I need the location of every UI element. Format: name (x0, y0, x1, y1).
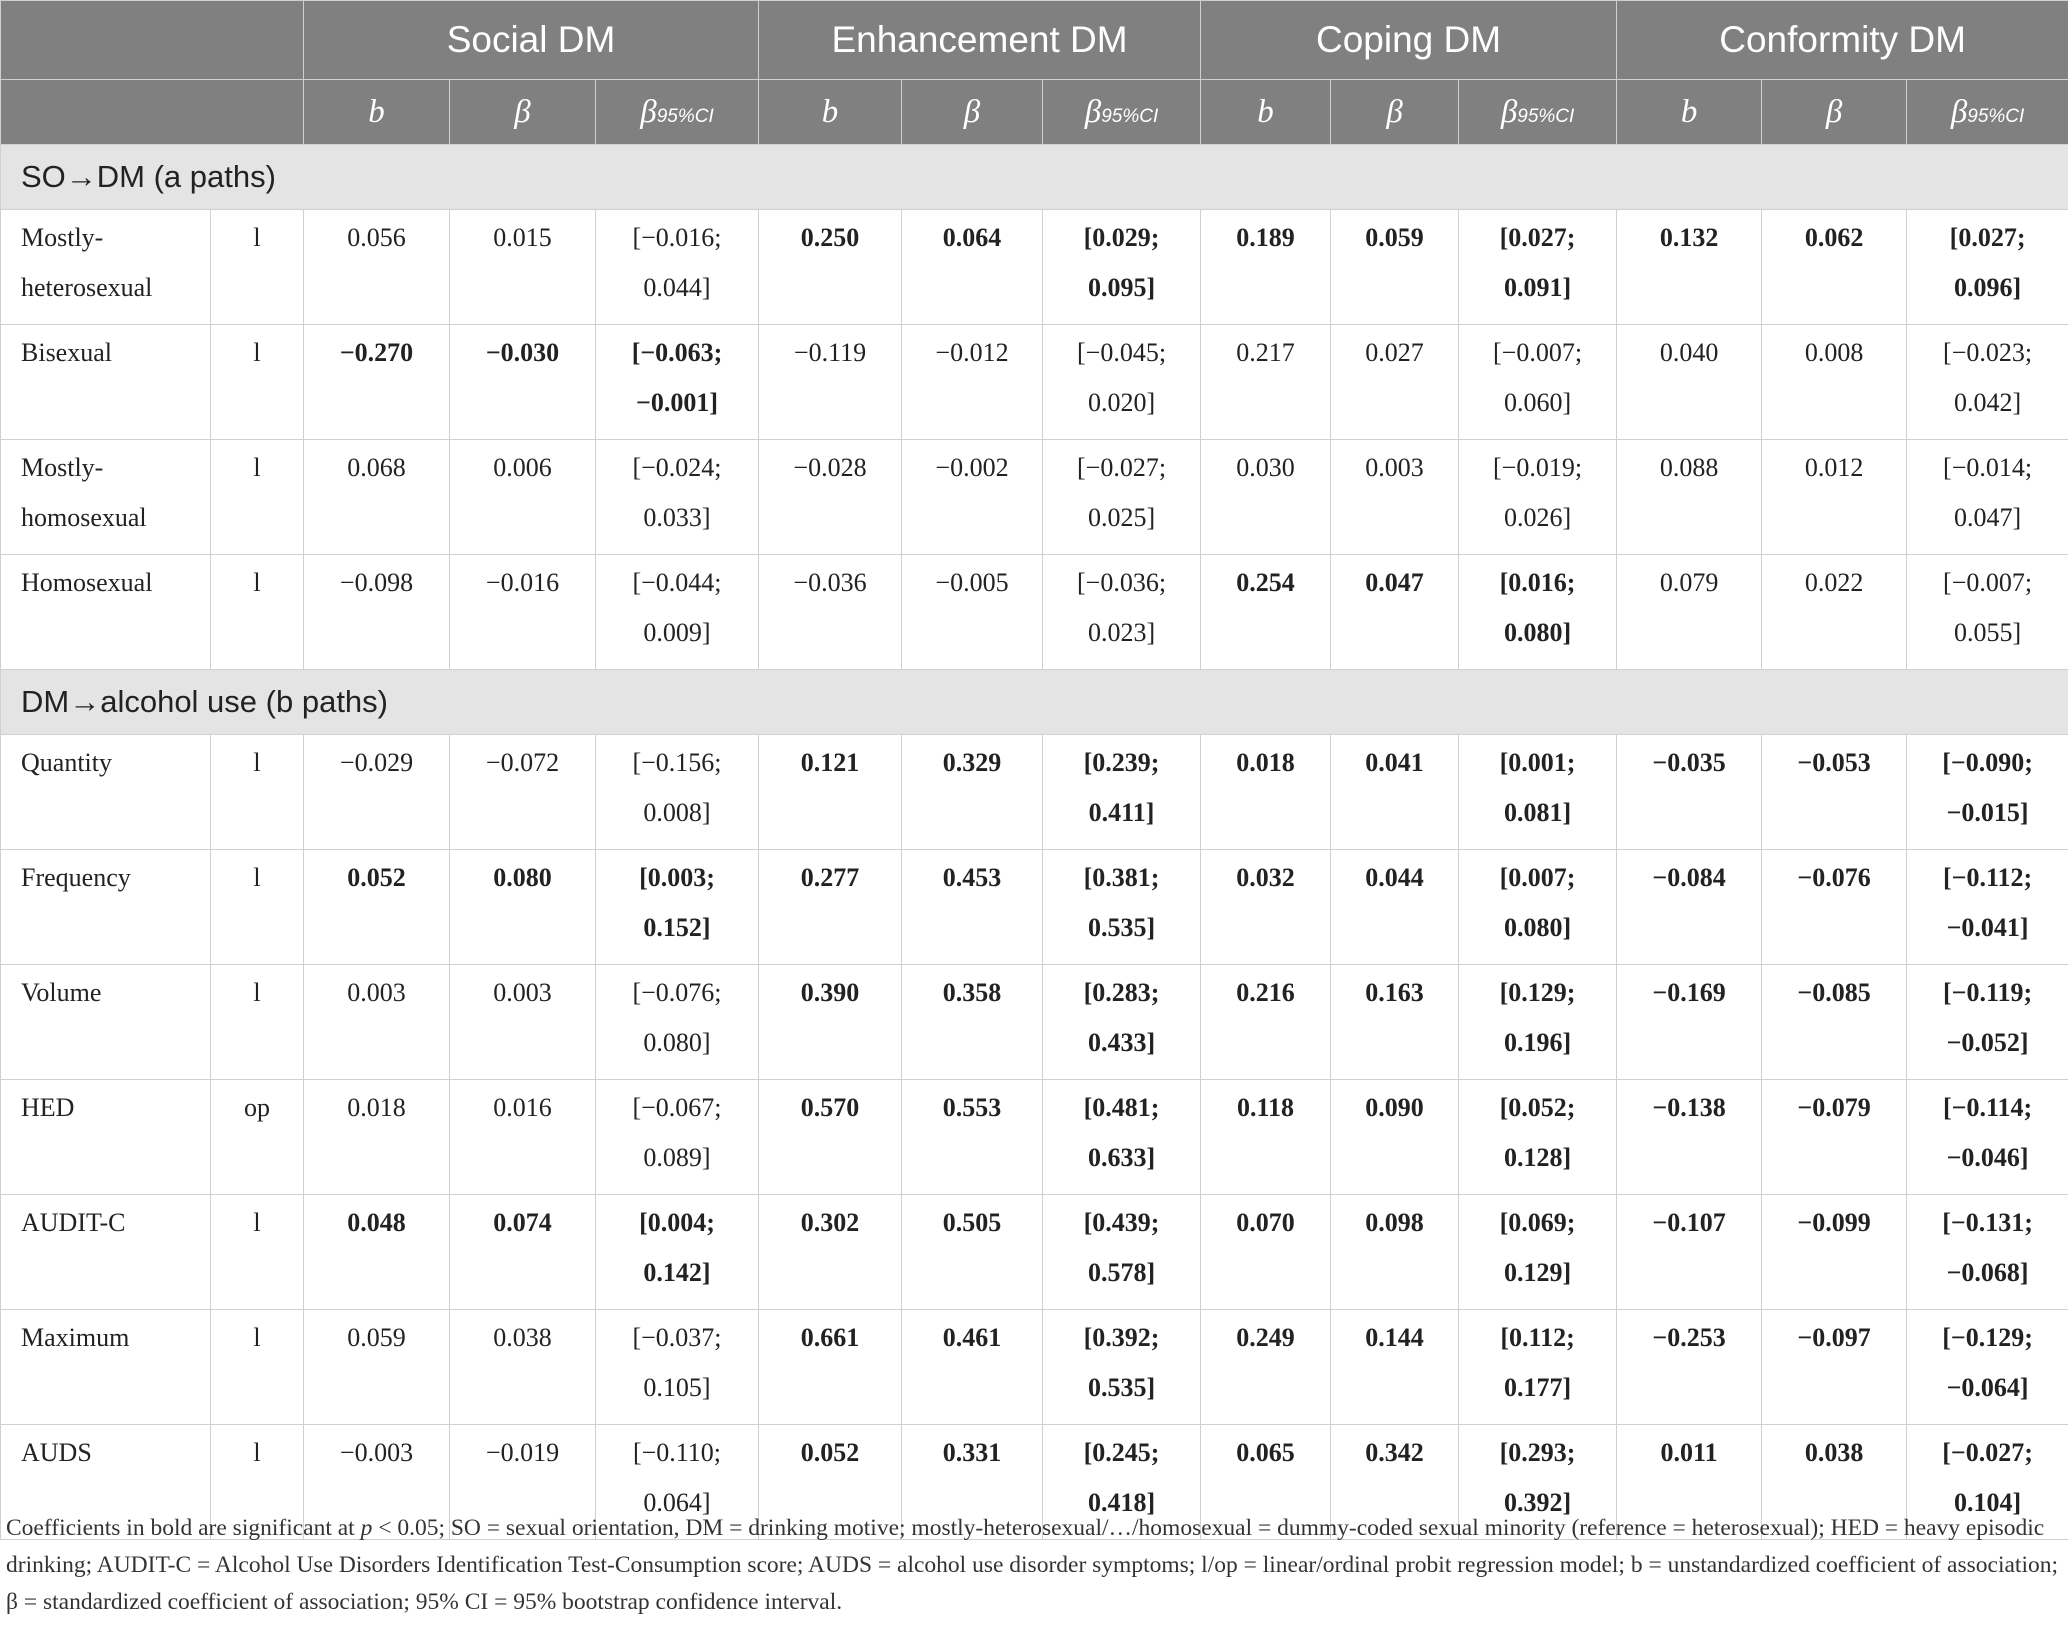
cell-beta: 0.044 (1331, 850, 1459, 965)
subheader-beta-ci-conformity (1907, 80, 2068, 145)
header-corner (1, 1, 304, 80)
cell-beta: 0.062 (1762, 210, 1907, 325)
cell-ci: [0.007; 0.080] (1459, 850, 1617, 965)
cell-b: −0.169 (1617, 965, 1762, 1080)
row-model-type: l (211, 735, 304, 850)
subheader-beta-ci-subscript: 95%CI (656, 105, 714, 127)
cell-beta: 0.003 (450, 965, 596, 1080)
row-model-type: l (211, 440, 304, 555)
cell-b: 0.048 (304, 1195, 450, 1310)
cell-beta: −0.002 (902, 440, 1043, 555)
cell-beta: 0.553 (902, 1080, 1043, 1195)
cell-beta: 0.027 (1331, 325, 1459, 440)
cell-ci: [−0.131; −0.068] (1907, 1195, 2068, 1310)
cell-b: 0.390 (759, 965, 902, 1080)
table-row (1, 440, 2068, 555)
cell-b: 0.052 (304, 850, 450, 965)
cell-ci: [−0.045; 0.020] (1043, 325, 1201, 440)
cell-beta: 0.016 (450, 1080, 596, 1195)
row-model-type: l (211, 1425, 304, 1540)
section-row (1, 670, 2068, 735)
cell-beta: 0.006 (450, 440, 596, 555)
cell-b: −0.253 (1617, 1310, 1762, 1425)
cell-beta: 0.064 (902, 210, 1043, 325)
cell-beta: 0.059 (1331, 210, 1459, 325)
cell-b: 0.011 (1617, 1425, 1762, 1540)
cell-b: 0.003 (304, 965, 450, 1080)
header-coping-dm: Coping DM (1201, 1, 1617, 80)
cell-beta: −0.072 (450, 735, 596, 850)
cell-ci: [0.481; 0.633] (1043, 1080, 1201, 1195)
subheader-b-coping: b (1201, 80, 1331, 145)
row-model-type: l (211, 850, 304, 965)
cell-beta: 0.144 (1331, 1310, 1459, 1425)
cell-b: −0.035 (1617, 735, 1762, 850)
section-title: DM→alcohol use (b paths) (1, 670, 2068, 735)
row-label: Volume (1, 965, 211, 1080)
cell-b: 0.040 (1617, 325, 1762, 440)
cell-ci: [0.239; 0.411] (1043, 735, 1201, 850)
header-social-dm: Social DM (304, 1, 759, 80)
cell-beta: −0.076 (1762, 850, 1907, 965)
cell-beta: 0.090 (1331, 1080, 1459, 1195)
cell-ci: [0.001; 0.081] (1459, 735, 1617, 850)
cell-b: 0.250 (759, 210, 902, 325)
row-model-type: l (211, 1310, 304, 1425)
table-row (1, 850, 2068, 965)
cell-ci: [0.112; 0.177] (1459, 1310, 1617, 1425)
cell-ci: [0.293; 0.392] (1459, 1425, 1617, 1540)
header-sub-row (1, 80, 2068, 145)
row-label: AUDS (1, 1425, 211, 1540)
cell-ci: [0.003; 0.152] (596, 850, 759, 965)
cell-beta: 0.080 (450, 850, 596, 965)
cell-b: 0.088 (1617, 440, 1762, 555)
cell-b: 0.068 (304, 440, 450, 555)
footnote-part-1: Coefficients in bold are significant at (6, 1515, 361, 1541)
cell-beta: 0.329 (902, 735, 1043, 850)
subheader-beta-ci-symbol: β (1950, 93, 1968, 130)
cell-beta: 0.038 (1762, 1425, 1907, 1540)
cell-ci: [−0.024; 0.033] (596, 440, 759, 555)
cell-ci: [0.029; 0.095] (1043, 210, 1201, 325)
subheader-beta-ci-coping (1459, 80, 1617, 145)
cell-beta: 0.098 (1331, 1195, 1459, 1310)
cell-beta: 0.047 (1331, 555, 1459, 670)
table-footnote (0, 1510, 2068, 1621)
cell-b: 0.216 (1201, 965, 1331, 1080)
cell-ci: [−0.090; −0.015] (1907, 735, 2068, 850)
cell-ci: [0.129; 0.196] (1459, 965, 1617, 1080)
cell-ci: [−0.037; 0.105] (596, 1310, 759, 1425)
cell-b: 0.056 (304, 210, 450, 325)
cell-ci: [0.004; 0.142] (596, 1195, 759, 1310)
cell-beta: 0.331 (902, 1425, 1043, 1540)
cell-beta: −0.016 (450, 555, 596, 670)
cell-ci: [−0.036; 0.023] (1043, 555, 1201, 670)
cell-beta: −0.097 (1762, 1310, 1907, 1425)
cell-ci: [0.245; 0.418] (1043, 1425, 1201, 1540)
subheader-b-enhancement: b (759, 80, 902, 145)
subheader-beta-ci-subscript: 95%CI (1101, 105, 1159, 127)
cell-beta: −0.099 (1762, 1195, 1907, 1310)
table-row (1, 1195, 2068, 1310)
cell-beta: 0.038 (450, 1310, 596, 1425)
subheader-beta-ci-enhancement (1043, 80, 1201, 145)
cell-b: 0.018 (1201, 735, 1331, 850)
subheader-beta-ci-symbol: β (1500, 93, 1518, 130)
cell-ci: [−0.019; 0.026] (1459, 440, 1617, 555)
table-row (1, 1310, 2068, 1425)
cell-beta: 0.015 (450, 210, 596, 325)
cell-b: −0.107 (1617, 1195, 1762, 1310)
cell-beta: −0.085 (1762, 965, 1907, 1080)
cell-ci: [0.052; 0.128] (1459, 1080, 1617, 1195)
cell-b: 0.570 (759, 1080, 902, 1195)
row-model-type: op (211, 1080, 304, 1195)
cell-b: 0.070 (1201, 1195, 1331, 1310)
cell-b: −0.036 (759, 555, 902, 670)
cell-b: 0.030 (1201, 440, 1331, 555)
table-row (1, 1080, 2068, 1195)
subheader-beta-enhancement: β (902, 80, 1043, 145)
cell-ci: [0.027; 0.091] (1459, 210, 1617, 325)
cell-beta: −0.005 (902, 555, 1043, 670)
cell-beta: 0.505 (902, 1195, 1043, 1310)
subheader-b-social: b (304, 80, 450, 145)
cell-ci: [−0.112; −0.041] (1907, 850, 2068, 965)
cell-b: 0.032 (1201, 850, 1331, 965)
cell-b: 0.661 (759, 1310, 902, 1425)
cell-beta: 0.074 (450, 1195, 596, 1310)
footnote-p-italic: p (360, 1515, 373, 1541)
cell-beta: −0.030 (450, 325, 596, 440)
cell-beta: 0.358 (902, 965, 1043, 1080)
cell-b: −0.138 (1617, 1080, 1762, 1195)
cell-b: 0.302 (759, 1195, 902, 1310)
cell-beta: 0.012 (1762, 440, 1907, 555)
cell-ci: [−0.016; 0.044] (596, 210, 759, 325)
cell-b: 0.079 (1617, 555, 1762, 670)
cell-ci: [0.016; 0.080] (1459, 555, 1617, 670)
cell-ci: [−0.007; 0.055] (1907, 555, 2068, 670)
row-model-type: l (211, 555, 304, 670)
cell-ci: [−0.156; 0.008] (596, 735, 759, 850)
table-header (1, 1, 2068, 145)
cell-ci: [−0.007; 0.060] (1459, 325, 1617, 440)
cell-beta: 0.008 (1762, 325, 1907, 440)
cell-b: −0.029 (304, 735, 450, 850)
subheader-beta-ci-subscript: 95%CI (1517, 105, 1575, 127)
table-row (1, 325, 2068, 440)
cell-ci: [−0.076; 0.080] (596, 965, 759, 1080)
header-conformity-dm: Conformity DM (1617, 1, 2068, 80)
cell-b: −0.003 (304, 1425, 450, 1540)
row-label: AUDIT-C (1, 1195, 211, 1310)
subheader-beta-ci-symbol: β (640, 93, 657, 130)
row-model-type: l (211, 1195, 304, 1310)
cell-ci: [−0.067; 0.089] (596, 1080, 759, 1195)
cell-beta: 0.163 (1331, 965, 1459, 1080)
cell-ci: [−0.023; 0.042] (1907, 325, 2068, 440)
cell-ci: [0.027; 0.096] (1907, 210, 2068, 325)
cell-b: 0.052 (759, 1425, 902, 1540)
row-label: Maximum (1, 1310, 211, 1425)
cell-b: 0.189 (1201, 210, 1331, 325)
header-group-row (1, 1, 2068, 80)
table-row (1, 210, 2068, 325)
cell-b: 0.254 (1201, 555, 1331, 670)
cell-b: −0.084 (1617, 850, 1762, 965)
cell-ci: [0.069; 0.129] (1459, 1195, 1617, 1310)
section-title: SO→DM (a paths) (1, 145, 2068, 210)
cell-b: 0.065 (1201, 1425, 1331, 1540)
subheader-beta-ci-subscript: 95%CI (1967, 105, 2025, 127)
cell-b: 0.121 (759, 735, 902, 850)
cell-beta: −0.079 (1762, 1080, 1907, 1195)
row-label: Mostly- homosexual (1, 440, 211, 555)
row-model-type: l (211, 965, 304, 1080)
table-row (1, 735, 2068, 850)
row-model-type: l (211, 210, 304, 325)
cell-b: −0.119 (759, 325, 902, 440)
row-label: Mostly- heterosexual (1, 210, 211, 325)
cell-ci: [0.439; 0.578] (1043, 1195, 1201, 1310)
cell-beta: −0.019 (450, 1425, 596, 1540)
subheader-beta-ci-symbol: β (1084, 93, 1102, 130)
row-label: Quantity (1, 735, 211, 850)
row-label: Bisexual (1, 325, 211, 440)
cell-ci: [−0.110; 0.064] (596, 1425, 759, 1540)
table-row (1, 965, 2068, 1080)
cell-b: 0.132 (1617, 210, 1762, 325)
cell-beta: 0.041 (1331, 735, 1459, 850)
cell-beta: 0.022 (1762, 555, 1907, 670)
section-row (1, 145, 2068, 210)
cell-beta: −0.012 (902, 325, 1043, 440)
table-body (1, 145, 2068, 1540)
cell-ci: [−0.044; 0.009] (596, 555, 759, 670)
cell-b: 0.277 (759, 850, 902, 965)
cell-ci: [0.283; 0.433] (1043, 965, 1201, 1080)
subheader-beta-social: β (450, 80, 596, 145)
cell-b: 0.249 (1201, 1310, 1331, 1425)
cell-ci: [−0.129; −0.064] (1907, 1310, 2068, 1425)
subheader-b-conformity: b (1617, 80, 1762, 145)
cell-beta: 0.461 (902, 1310, 1043, 1425)
table-row (1, 555, 2068, 670)
row-label: Frequency (1, 850, 211, 965)
cell-b: −0.270 (304, 325, 450, 440)
row-label: Homosexual (1, 555, 211, 670)
cell-b: 0.118 (1201, 1080, 1331, 1195)
header-enhancement-dm: Enhancement DM (759, 1, 1201, 80)
footnote-part-2: < 0.05; SO = sexual orientation, DM = drinking motive; mostly-heterosexual/…/homosexual = dummy-coded sexual minority (reference = heterosexual); HED = heavy episodic drinking; AUDIT-C = Alcohol Use Disorders Identification Test-Consumption score; AUDS = alcohol use disorder symptoms; l/op = linear/ordinal probit regression model; b = unstandardized coefficient of association; β = standardized coefficient of association; 95% CI = 95% bootstrap confidence interval. (6, 1515, 2059, 1615)
cell-b: −0.028 (759, 440, 902, 555)
cell-b: −0.098 (304, 555, 450, 670)
cell-ci: [0.381; 0.535] (1043, 850, 1201, 965)
cell-beta: 0.453 (902, 850, 1043, 965)
subheader-beta-ci-social (596, 80, 759, 145)
row-model-type: l (211, 325, 304, 440)
cell-ci: [−0.114; −0.046] (1907, 1080, 2068, 1195)
cell-beta: 0.342 (1331, 1425, 1459, 1540)
cell-ci: [−0.119; −0.052] (1907, 965, 2068, 1080)
cell-b: 0.018 (304, 1080, 450, 1195)
header-corner-sub (1, 80, 304, 145)
cell-beta: −0.053 (1762, 735, 1907, 850)
subheader-beta-conformity: β (1762, 80, 1907, 145)
cell-ci: [−0.063; −0.001] (596, 325, 759, 440)
row-label: HED (1, 1080, 211, 1195)
cell-ci: [−0.027; 0.025] (1043, 440, 1201, 555)
cell-ci: [0.392; 0.535] (1043, 1310, 1201, 1425)
cell-ci: [−0.027; 0.104] (1907, 1425, 2068, 1540)
cell-beta: 0.003 (1331, 440, 1459, 555)
cell-b: 0.217 (1201, 325, 1331, 440)
cell-b: 0.059 (304, 1310, 450, 1425)
subheader-beta-coping: β (1331, 80, 1459, 145)
cell-ci: [−0.014; 0.047] (1907, 440, 2068, 555)
